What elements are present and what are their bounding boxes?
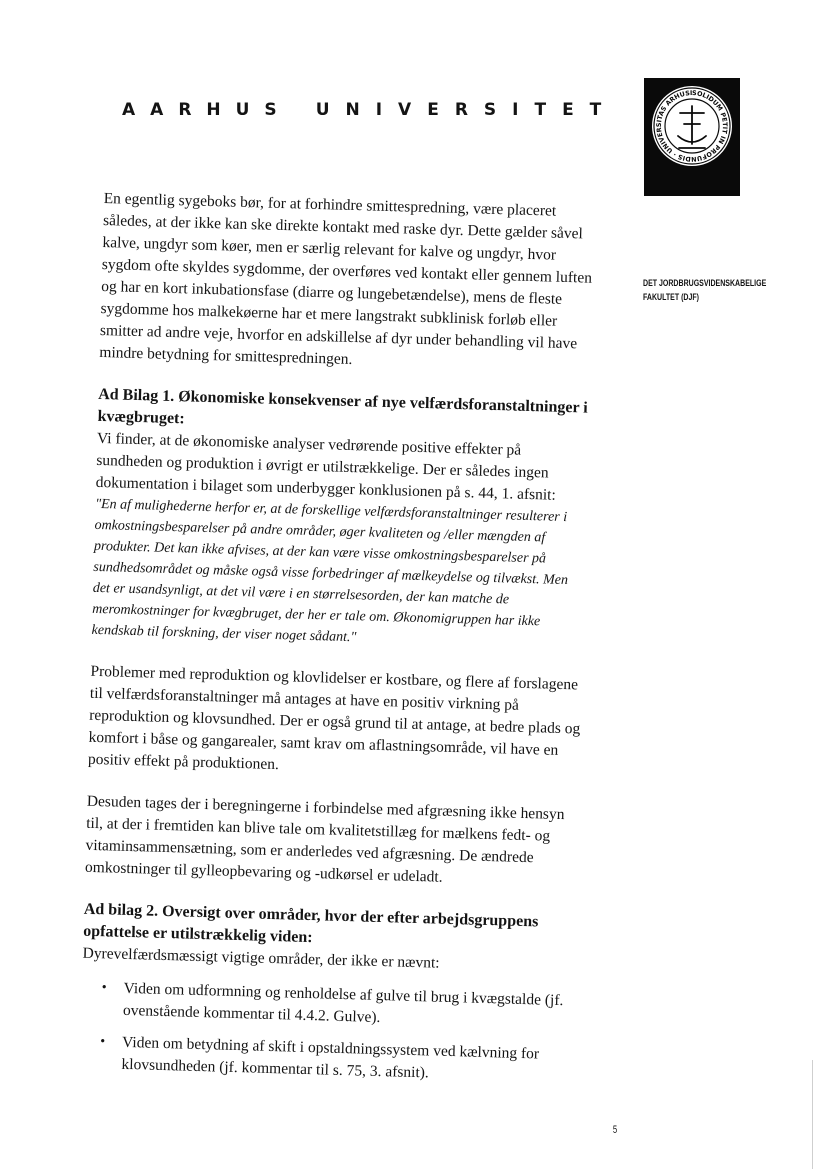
university-name: [122, 100, 617, 120]
letter-body: [79, 188, 596, 1098]
quote-block: "En af mulighederne herfor er, at de forskellige velfærdsforanstaltninger resulterer i omkostningsbesparelser på andre områder, øger kvaliteten og /eller mængden af produkter. Det kan ikke afvises, at der kan være visse omkostningsbesparelser på sundhedsområdet og måske også visse forbedringer af mælkeydelse og tilvækst. Men det er usandsynligt, at det vil være i en størrelsesorden, der kan matche de meromkostninger for kvægbruget, der her er tale om. Økonomigruppen har ikke kendskab til forskning, der viser noget sådant.": [91, 496, 569, 646]
university-word-universitet: UNIVERSITET: [315, 100, 618, 120]
heading-bilag-1: Ad Bilag 1. Økonomiske konsekvenser af nye velfærdsforanstaltninger i kvægbruget:: [97, 385, 588, 428]
faculty-line-2: FAKULTET (DJF): [643, 292, 700, 302]
scan-edge-divider: [812, 1060, 813, 1169]
paragraph-important-areas: Dyrevelfærdsmæssigt vigtige områder, der ikke er nævnt:: [82, 944, 440, 972]
faculty-line-1: DET JORDBRUGSVIDENSKABELIGE: [643, 278, 767, 288]
list-item-text: Viden om udformning og renholdelse af gulve til brug i kvægstalde (jf. ovenstående kommentar til 4.4.2. Gulve).: [122, 979, 564, 1027]
university-word-aarhus: AARHUS: [122, 100, 292, 120]
bullet-icon: •: [101, 980, 107, 996]
paragraph-economic-analysis: Vi finder, at de økonomiske analyser vedrørende positive effekter på sundheden og produktion i øvrigt er utilstrækkelige. Der er således ingen dokumentation i bilaget som underbygger konklusionen på s. 44, 1. afsnit:: [95, 429, 557, 504]
list-item: [79, 1031, 572, 1089]
page-number: 5: [612, 1124, 618, 1136]
bullet-icon: •: [99, 1034, 106, 1050]
heading-bilag-2: Ad bilag 2. Oversigt over områder, hvor der efter arbejdsgruppens opfattelse er utilstrækkelig viden:: [83, 900, 539, 947]
paragraph-reproduction: Problemer med reproduktion og klovlidelser er kostbare, og flere af forslagene til velfærdsforanstaltninger må antages at have en positiv virkning på reproduktion og klovsundhed. Der er også grund til at antage, at bedre plads og komfort i båse og gangarealer, samt krav om aflastningsområde, vil have en positiv effekt på produktionen.: [87, 662, 581, 774]
intro-paragraph: En egentlig sygeboks bør, for at forhindre smittespredning, være placeret således, at der ikke kan ske direkte kontakt med raske dyr. Dette gælder såvel kalve, ungdyr som køer, men er særlig relevant for kalve og ungdyr, hvor sygdom ofte skyldes sygdomme, der overføres ved kontakt eller gennem luften og har en kort inkubationsfase (diarre og lungebetændelse), mens de fleste sygdomme hos malkekøerne har et mere langstrakt subklinisk forløb eller smitter ad andre veje, hvorfor en adskillelse af dyr under behandling vil have mindre betydning for smittespredningen.: [99, 189, 593, 369]
faculty-label: [643, 276, 766, 304]
list-item-text: Viden om betydning af skift i opstaldningssystem ved kælvning for klovsundheden (jf. kommentar til s. 75, 3. afsnit).: [121, 1033, 540, 1082]
seal-icon: [644, 78, 740, 196]
seal-ring-text: SOLIDUM PETIT IN PROFUNDIS · UNIVERSITAS ARHUSI: [654, 88, 730, 164]
university-seal-logo: [644, 78, 740, 196]
bullet-list: [79, 977, 574, 1089]
list-item: [81, 977, 574, 1035]
paragraph-grazing: Desuden tages der i beregningerne i forbindelse med afgræsning ikke hensyn til, at der i fremtiden kan blive tale om kvalitetstillæg for mælkens fedt- og vitaminsammensætning, som er anderledes ved afgræsning. De ændrede omkostninger til gylleopbevaring og -udkørsel er udeladt.: [84, 792, 565, 886]
